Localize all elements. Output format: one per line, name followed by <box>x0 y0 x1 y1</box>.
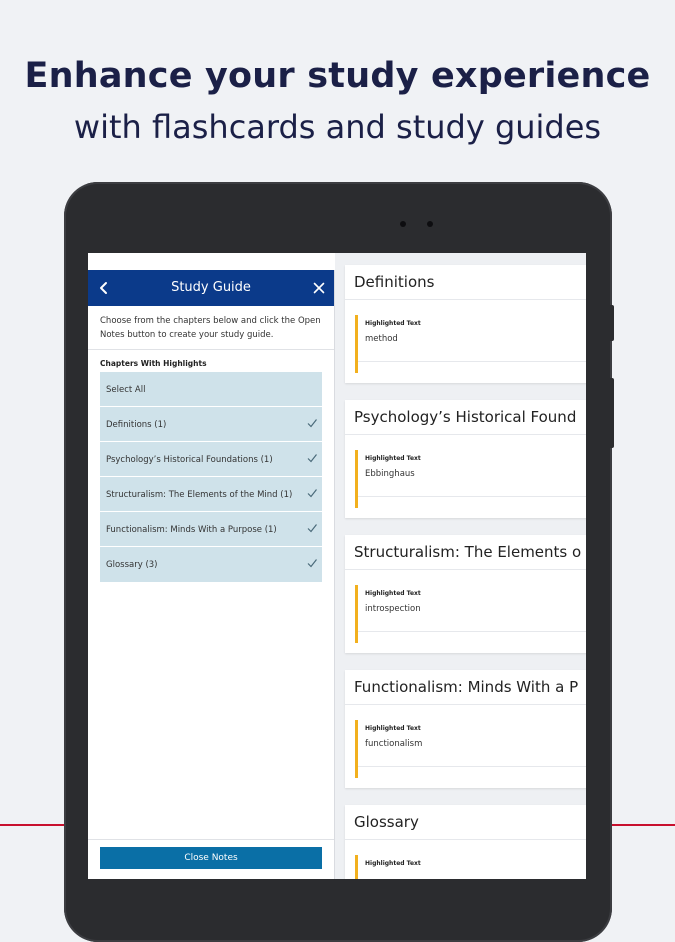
notes-content[interactable] <box>335 253 586 879</box>
checkmark-icon <box>306 522 318 534</box>
chapter-label: Psychology’s Historical Foundations (1) <box>106 455 273 465</box>
section-divider <box>345 839 586 840</box>
volume-button <box>610 305 614 341</box>
notes-section <box>345 400 586 518</box>
highlight-label: Highlighted Text <box>365 860 421 867</box>
section-title: Glossary <box>354 813 419 831</box>
panel-divider <box>88 349 334 350</box>
sensor-dot <box>427 221 433 227</box>
notes-section <box>345 535 586 653</box>
panel-bottom-divider <box>88 839 334 840</box>
notes-section <box>345 805 586 879</box>
highlight-label: Highlighted Text <box>365 455 421 462</box>
close-notes-button[interactable]: Close Notes <box>100 847 322 869</box>
chapter-row[interactable] <box>100 547 322 582</box>
checkmark-icon <box>306 417 318 429</box>
section-divider <box>345 434 586 435</box>
section-divider <box>345 299 586 300</box>
study-guide-title: Study Guide <box>171 280 251 295</box>
checkmark-icon <box>306 487 318 499</box>
promo-headline: Enhance your study experience <box>24 56 651 96</box>
section-title: Psychology’s Historical Found <box>354 408 577 426</box>
highlight-text: functionalism <box>365 739 423 749</box>
notes-section <box>345 265 586 383</box>
power-button <box>610 378 614 448</box>
camera-dot <box>400 221 406 227</box>
chapter-label: Definitions (1) <box>106 420 167 430</box>
chapter-label: Structuralism: The Elements of the Mind (1) <box>106 490 293 500</box>
highlight-text: introspection <box>365 604 421 614</box>
close-icon <box>313 282 325 294</box>
chapter-row[interactable] <box>100 512 322 547</box>
promo-subheadline: with flashcards and study guides <box>73 108 602 146</box>
highlight-label: Highlighted Text <box>365 320 421 327</box>
highlight-text: method <box>365 334 398 344</box>
highlight-label: Highlighted Text <box>365 590 421 597</box>
section-divider <box>345 704 586 705</box>
section-title: Definitions <box>354 273 435 291</box>
chapter-row[interactable] <box>100 477 322 512</box>
chapter-label: Select All <box>106 385 146 395</box>
highlight-text: Ebbinghaus <box>365 469 415 479</box>
checkmark-icon <box>306 452 318 464</box>
chapter-row[interactable] <box>100 407 322 442</box>
chapters-label: Chapters With Highlights <box>100 359 207 368</box>
study-guide-panel <box>88 270 335 879</box>
note-divider <box>358 766 586 767</box>
chevron-left-icon <box>99 281 109 295</box>
section-divider <box>345 569 586 570</box>
highlight-note[interactable] <box>355 720 586 778</box>
note-divider <box>358 496 586 497</box>
close-button[interactable] <box>310 279 328 297</box>
study-guide-instructions: Choose from the chapters below and click the Open Notes button to create your study guide. <box>100 316 321 340</box>
chapter-row-select-all[interactable] <box>100 372 322 407</box>
highlight-label: Highlighted Text <box>365 725 421 732</box>
back-button[interactable] <box>96 278 112 298</box>
highlight-note[interactable] <box>355 585 586 643</box>
note-divider <box>358 361 586 362</box>
decorative-red-line-left <box>0 824 66 826</box>
highlight-note[interactable] <box>355 450 586 508</box>
chapter-label: Glossary (3) <box>106 560 158 570</box>
section-title: Structuralism: The Elements o <box>354 543 582 561</box>
tablet-screen <box>88 253 586 879</box>
highlight-note[interactable] <box>355 855 586 879</box>
highlight-note[interactable] <box>355 315 586 373</box>
chapter-label: Functionalism: Minds With a Purpose (1) <box>106 525 277 535</box>
checkmark-icon <box>306 557 318 569</box>
note-divider <box>358 631 586 632</box>
chapter-list <box>100 372 322 582</box>
study-guide-header <box>88 270 334 306</box>
decorative-red-line-right <box>610 824 675 826</box>
section-title: Functionalism: Minds With a P <box>354 678 579 696</box>
chapter-row[interactable] <box>100 442 322 477</box>
notes-section <box>345 670 586 788</box>
